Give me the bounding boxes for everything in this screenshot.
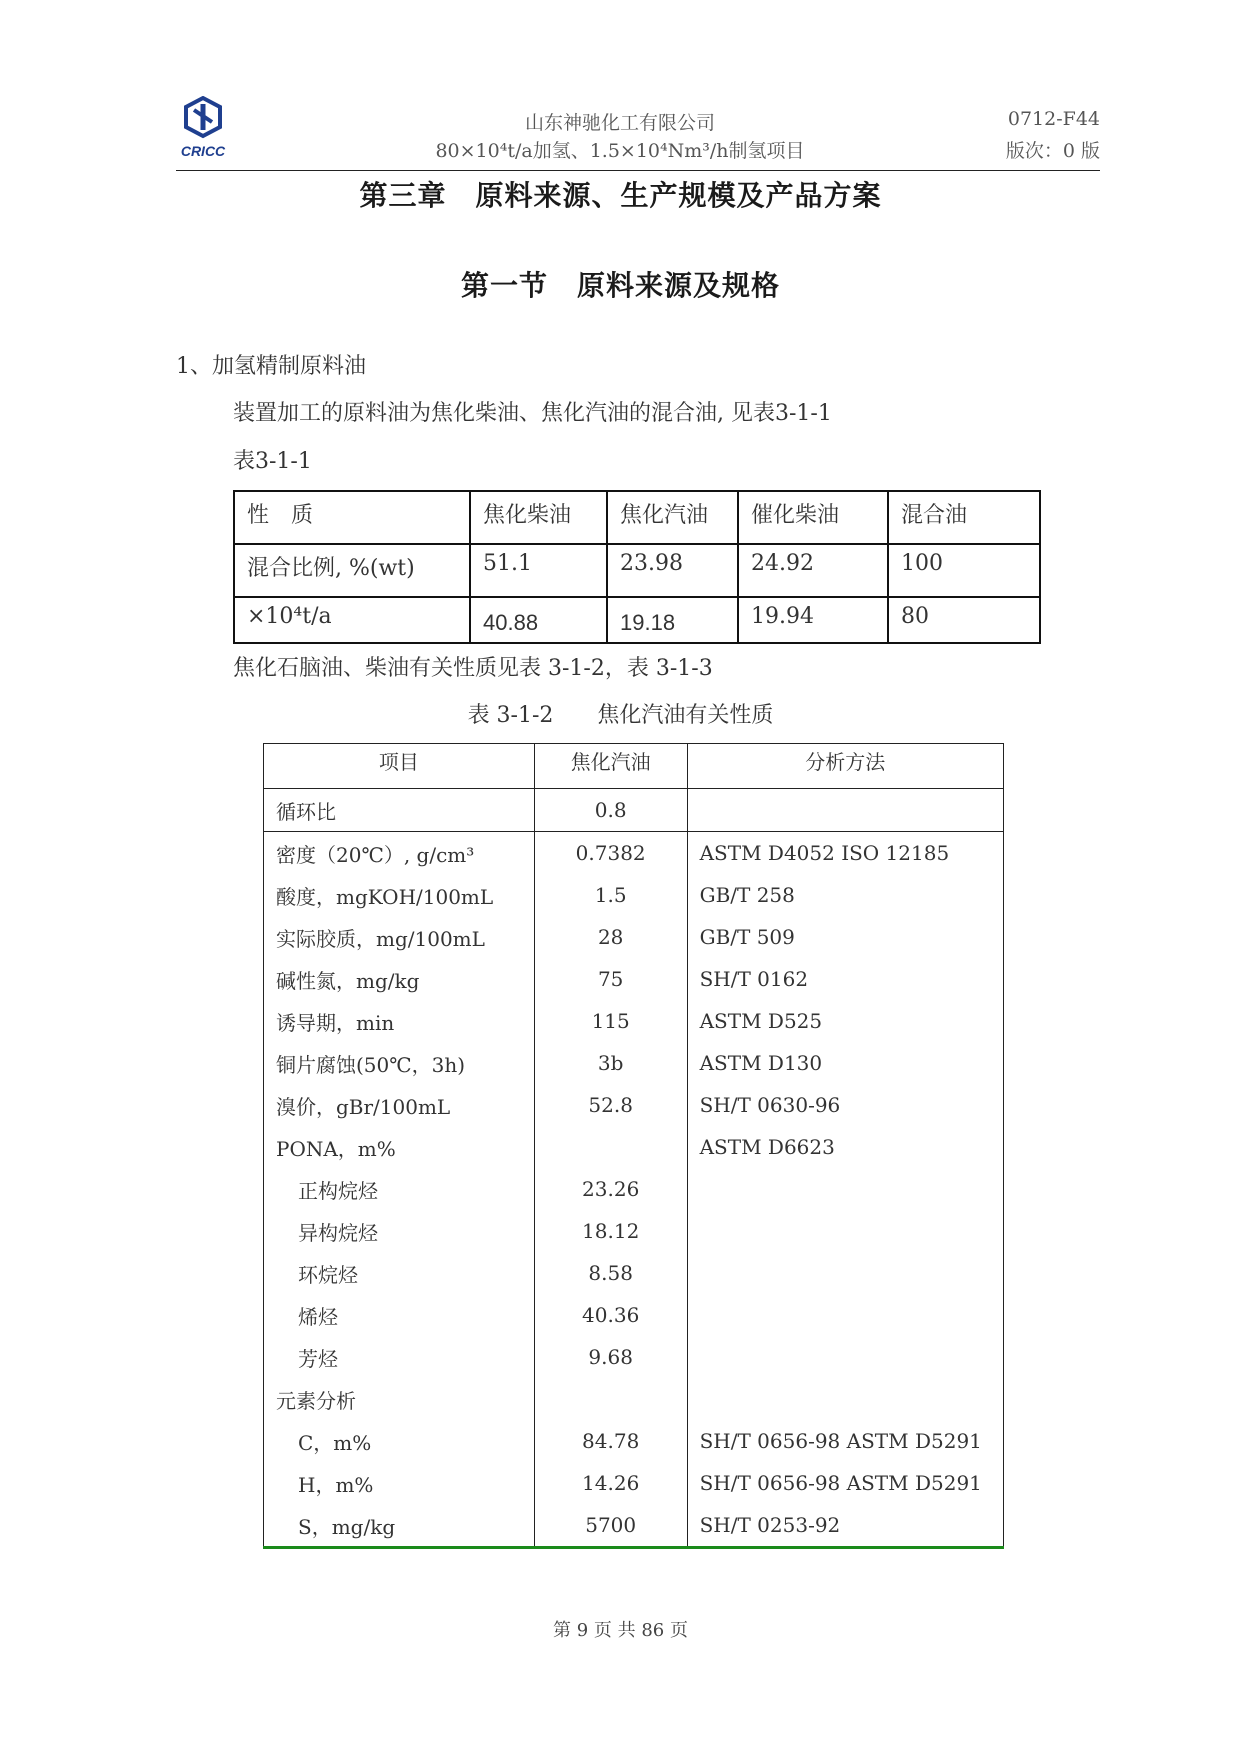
table-cell: 9.68 <box>534 1336 687 1378</box>
table-row <box>264 1126 1004 1168</box>
table-cell: 异构烷烃 <box>264 1210 535 1252</box>
table-cell: 19.94 <box>738 597 888 643</box>
table-cell: 19.18 <box>607 597 738 643</box>
table-header-cell: 焦化汽油 <box>534 744 687 789</box>
table-cell <box>687 1294 1003 1336</box>
table-cell: SH/T 0656-98 ASTM D5291 <box>687 1462 1003 1504</box>
table-row <box>234 544 1040 597</box>
table-cell: 51.1 <box>470 544 607 597</box>
table-cell: 84.78 <box>534 1420 687 1462</box>
table-header-row <box>234 491 1040 544</box>
table-cell <box>687 1336 1003 1378</box>
table-cell <box>687 1252 1003 1294</box>
page-footer: 第 9 页 共 86 页 <box>553 1620 688 1641</box>
table-cell: 23.98 <box>607 544 738 597</box>
header-doc-number: 0712-F44 <box>1007 108 1100 130</box>
table-cell: 密度（20℃）, g/cm³ <box>264 832 535 875</box>
table-header-cell: 性 质 <box>234 491 470 544</box>
item-title: 1、加氢精制原料油 <box>176 354 366 379</box>
table-cell: 铜片腐蚀(50℃，3h) <box>264 1042 535 1084</box>
table-header-cell: 分析方法 <box>687 744 1003 789</box>
table-row <box>264 1420 1004 1462</box>
table-cell: C，m% <box>264 1420 535 1462</box>
section-title: 第一节 原料来源及规格 <box>460 269 780 302</box>
table-row <box>264 958 1004 1000</box>
table-row <box>234 597 1040 643</box>
table-cell: 80 <box>888 597 1040 643</box>
table-cell: SH/T 0162 <box>687 958 1003 1000</box>
chapter-title: 第三章 原料来源、生产规模及产品方案 <box>359 179 882 212</box>
table-header-cell: 焦化汽油 <box>607 491 738 544</box>
table-row <box>264 1084 1004 1126</box>
paragraph-2: 焦化石脑油、柴油有关性质见表 3-1-2，表 3-1-3 <box>233 656 713 681</box>
table-cell: 循环比 <box>264 789 535 832</box>
logo-text: CRICC <box>180 143 226 159</box>
table-cell: GB/T 258 <box>687 874 1003 916</box>
table-cell: 实际胶质，mg/100mL <box>264 916 535 958</box>
header-project: 80×10⁴t/a加氢、1.5×10⁴Nm³/h制氢项目 <box>435 140 805 162</box>
table1-caption: 表3-1-1 <box>233 449 312 474</box>
table2-caption: 表 3-1-2 焦化汽油有关性质 <box>467 703 774 728</box>
table-cell: 烯烃 <box>264 1294 535 1336</box>
table-cell: 5700 <box>534 1504 687 1548</box>
table-header-cell: 催化柴油 <box>738 491 888 544</box>
table-cell: PONA，m% <box>264 1126 535 1168</box>
table-cell: S，mg/kg <box>264 1504 535 1548</box>
table-cell: ASTM D525 <box>687 1000 1003 1042</box>
table-cell: 0.8 <box>534 789 687 832</box>
table-cell: ASTM D130 <box>687 1042 1003 1084</box>
table-cell: 40.36 <box>534 1294 687 1336</box>
table-row <box>264 1252 1004 1294</box>
table-cell: 115 <box>534 1000 687 1042</box>
table-cell: 芳烃 <box>264 1336 535 1378</box>
table-cell: SH/T 0630-96 <box>687 1084 1003 1126</box>
table-row <box>264 1042 1004 1084</box>
table-cell <box>687 1168 1003 1210</box>
table-cell: 8.58 <box>534 1252 687 1294</box>
table-cell: SH/T 0253-92 <box>687 1504 1003 1548</box>
table-row <box>264 1210 1004 1252</box>
table-row <box>264 832 1004 875</box>
table-cell: 酸度，mgKOH/100mL <box>264 874 535 916</box>
table-cell: 1.5 <box>534 874 687 916</box>
table-cell: H，m% <box>264 1462 535 1504</box>
table-cell: 碱性氮，mg/kg <box>264 958 535 1000</box>
table-cell: 正构烷烃 <box>264 1168 535 1210</box>
table-cell <box>534 1126 687 1168</box>
coker-gasoline-properties-table <box>263 743 1004 1549</box>
table-cell <box>687 1210 1003 1252</box>
table-row <box>264 1378 1004 1420</box>
table-cell <box>687 1378 1003 1420</box>
table-cell: 溴价，gBr/100mL <box>264 1084 535 1126</box>
feedstock-table <box>233 490 1041 644</box>
table-cell: 诱导期，min <box>264 1000 535 1042</box>
table-row <box>264 1504 1004 1548</box>
table-cell: GB/T 509 <box>687 916 1003 958</box>
table-header-row <box>264 744 1004 789</box>
table-cell: 18.12 <box>534 1210 687 1252</box>
header-divider <box>176 170 1100 171</box>
table-cell: 52.8 <box>534 1084 687 1126</box>
table-cell: ×10⁴t/a <box>234 597 470 643</box>
table-row <box>264 1168 1004 1210</box>
table-cell: 环烷烃 <box>264 1252 535 1294</box>
table-cell: ASTM D6623 <box>687 1126 1003 1168</box>
table-cell: 0.7382 <box>534 832 687 875</box>
table-header-cell: 焦化柴油 <box>470 491 607 544</box>
table-row <box>264 789 1004 832</box>
company-logo <box>176 96 230 162</box>
table-row <box>264 874 1004 916</box>
table-row <box>264 1000 1004 1042</box>
table-row <box>264 1462 1004 1504</box>
table-cell: 23.26 <box>534 1168 687 1210</box>
table-header-cell: 混合油 <box>888 491 1040 544</box>
table-cell: ASTM D4052 ISO 12185 <box>687 832 1003 875</box>
table-cell <box>534 1378 687 1420</box>
table-cell: 40.88 <box>470 597 607 643</box>
table-cell: 28 <box>534 916 687 958</box>
table-cell: SH/T 0656-98 ASTM D5291 <box>687 1420 1003 1462</box>
header-company: 山东神驰化工有限公司 <box>524 112 715 134</box>
table-header-cell: 项目 <box>264 744 535 789</box>
table-cell <box>687 789 1003 832</box>
table-cell: 混合比例, %(wt) <box>234 544 470 597</box>
table-cell: 元素分析 <box>264 1378 535 1420</box>
table-cell: 100 <box>888 544 1040 597</box>
table-row <box>264 1336 1004 1378</box>
table-cell: 3b <box>534 1042 687 1084</box>
paragraph-1: 装置加工的原料油为焦化柴油、焦化汽油的混合油, 见表3-1-1 <box>233 401 832 426</box>
table-row <box>264 916 1004 958</box>
table-cell: 75 <box>534 958 687 1000</box>
table-cell: 24.92 <box>738 544 888 597</box>
table-row <box>264 1294 1004 1336</box>
table-cell: 14.26 <box>534 1462 687 1504</box>
header-version: 版次：0 版 <box>1005 140 1100 162</box>
